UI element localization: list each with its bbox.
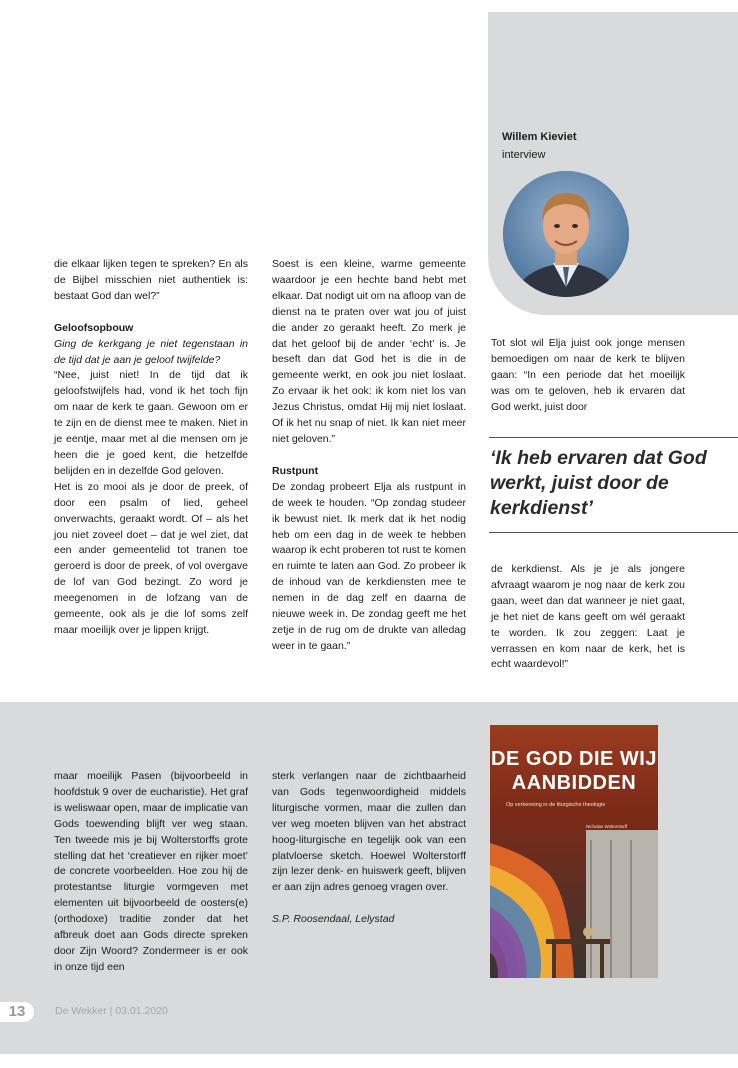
paragraph: die elkaar lijken tegen te spreken? En als de Bijbel misschien niet authentiek is: bestaat God dan wel?” [54, 258, 248, 302]
review-signature: S.P. Roosendaal, Lelystad [272, 913, 395, 926]
article-column-3-top [491, 336, 685, 416]
book-subtitle: Op verkenning in de liturgische theologie [506, 802, 606, 808]
magazine-name: De Wekker [55, 1005, 107, 1017]
pull-quote: ‘Ik heb ervaren dat God werkt, juist door de kerkdienst’ [490, 447, 707, 519]
paragraph: sterk verlangen naar de zichtbaarheid van Gods tegenwoordigheid middels liturgische vormen, maar die zullen dan ver weg moeten blijven van het abstract hoog-liturgische en tegelijk ook van een platvloerse sketch. Hoewel Wolterstorff zijn lezer denk- en huiswerk geeft, blijven er aan zijn adres genoeg vragen over. [272, 770, 466, 894]
review-column-1 [54, 769, 248, 976]
issue-date: 03.01.2020 [115, 1005, 168, 1017]
subheading-geloofsopbouw: Geloofsopbouw [54, 321, 134, 334]
page-number: 13 [0, 1002, 34, 1022]
review-column-2 [272, 769, 466, 928]
paragraph: de kerkdienst. Als je je als jongere afvraagt waarom je nog naar de kerk zou gaan, weet dan dat wanneer je niet gaat, je het niet de kans geeft om wél geraakt te worden. Ik zou zeggen: Laat je verrassen en kom naar de kerk, het is echt waardevol!” [491, 563, 685, 671]
book-title-line1: DE GOD DIE WIJ [491, 748, 657, 770]
paragraph: maar moeilijk Pasen (bijvoorbeeld in hoofdstuk 9 over de eucharistie). Het graf is weliswaar open, maar de implicatie van Gods toewending blijft ver weg staan. Ten tweede mis je bij Wolterstorffs grote stelling dat het ‘creatiever en rijker moet’ de concrete voorbeelden. Hoe zou hij de protestantse liturgie vormgeven met elementen uit bijvoorbeeld de oosters(e) (orthodoxe) traditie zonder dat het afbreuk doet aan Gods directe spreken door Zijn Woord? Zondermeer is er ook in onze tijd een [54, 770, 248, 973]
footer-separator: | [109, 1005, 113, 1017]
article-column-3-bottom [491, 562, 685, 673]
interview-question: Ging de kerkgang je niet tegenstaan in de tijd dat je aan je geloof twijfelde? [54, 337, 248, 366]
author-name: Willem Kieviet [502, 131, 577, 143]
paragraph: Soest is een kleine, warme gemeente waardoor je een hechte band hebt met elkaar. Dat nodigt uit om na afloop van de dienst na te praten over wat jou of juist die ander zo geraakt heeft. Zo merk je dat het geloof bij de ander ‘echt’ is. Je beseft dan dat God het is die in de gemeente werkt, en ook jou niet loslaat. Zo ervaar ik het ook: ik kom niet los van Jezus Christus, omdat Hij mij niet loslaat. Of ik het nu snap of niet. Ik kan niet meer niet geloven.” [272, 258, 466, 445]
paragraph: Het is zo mooi als je door de preek, of door een psalm of lied, geheel onverwachts, geraakt wordt. Of – als het jou niet zoveel doet – dat je wel ziet, dat een ander gemeentelid tot tranen toe geroerd is door de preek, of vol overgave de lof van God bezingt. Zo word je meegenomen in de lofzang van de gemeente, ook als je die lof soms zelf maar moeilijk over je lippen krijgt. [54, 480, 248, 636]
paragraph: Tot slot wil Elja juist ook jonge mensen bemoedigen om naar de kerk te blijven gaan: “In een periode dat het moeilijk was om te geloven, heb ik ervaren dat God werkt, juist door [491, 337, 685, 413]
book-cover [490, 725, 658, 978]
author-role: interview [502, 149, 546, 161]
book-title-line2: AANBIDDEN [511, 772, 637, 794]
author-portrait [503, 171, 629, 297]
subheading-rustpunt: Rustpunt [272, 464, 319, 477]
book-author: Nicholas Wolterstorff [586, 824, 628, 829]
magazine-footer [55, 1005, 168, 1017]
article-column-2 [272, 257, 466, 655]
article-column-1 [54, 257, 248, 639]
book-title [490, 747, 658, 795]
paragraph: De zondag probeert Elja als rustpunt in de week te houden. “Op zondag studeer ik bewust niet. Ik merk dat ik het nodig heb om een dag in de week te hebben waarop ik echt proberen tot rust te komen en ruimte te laten aan God. Zo probeer ik de inhoud van de kerkdiensten mee te nemen in de dag zelf en daarna de nieuwe week in. De zondag geeft me het zetje in de rug om de drukte van alledag weer in te gaan.” [272, 480, 466, 652]
paragraph: “Nee, juist niet! In de tijd dat ik geloofstwijfels had, vond ik het toch fijn om naar de kerk te gaan. Gewoon om er te zijn en de dienst mee te maken. Niet in je eentje, maar met al die mensen om je heen die je goed kent, die hetzelfde belijden en in dezelfde God geloven. [54, 369, 248, 477]
